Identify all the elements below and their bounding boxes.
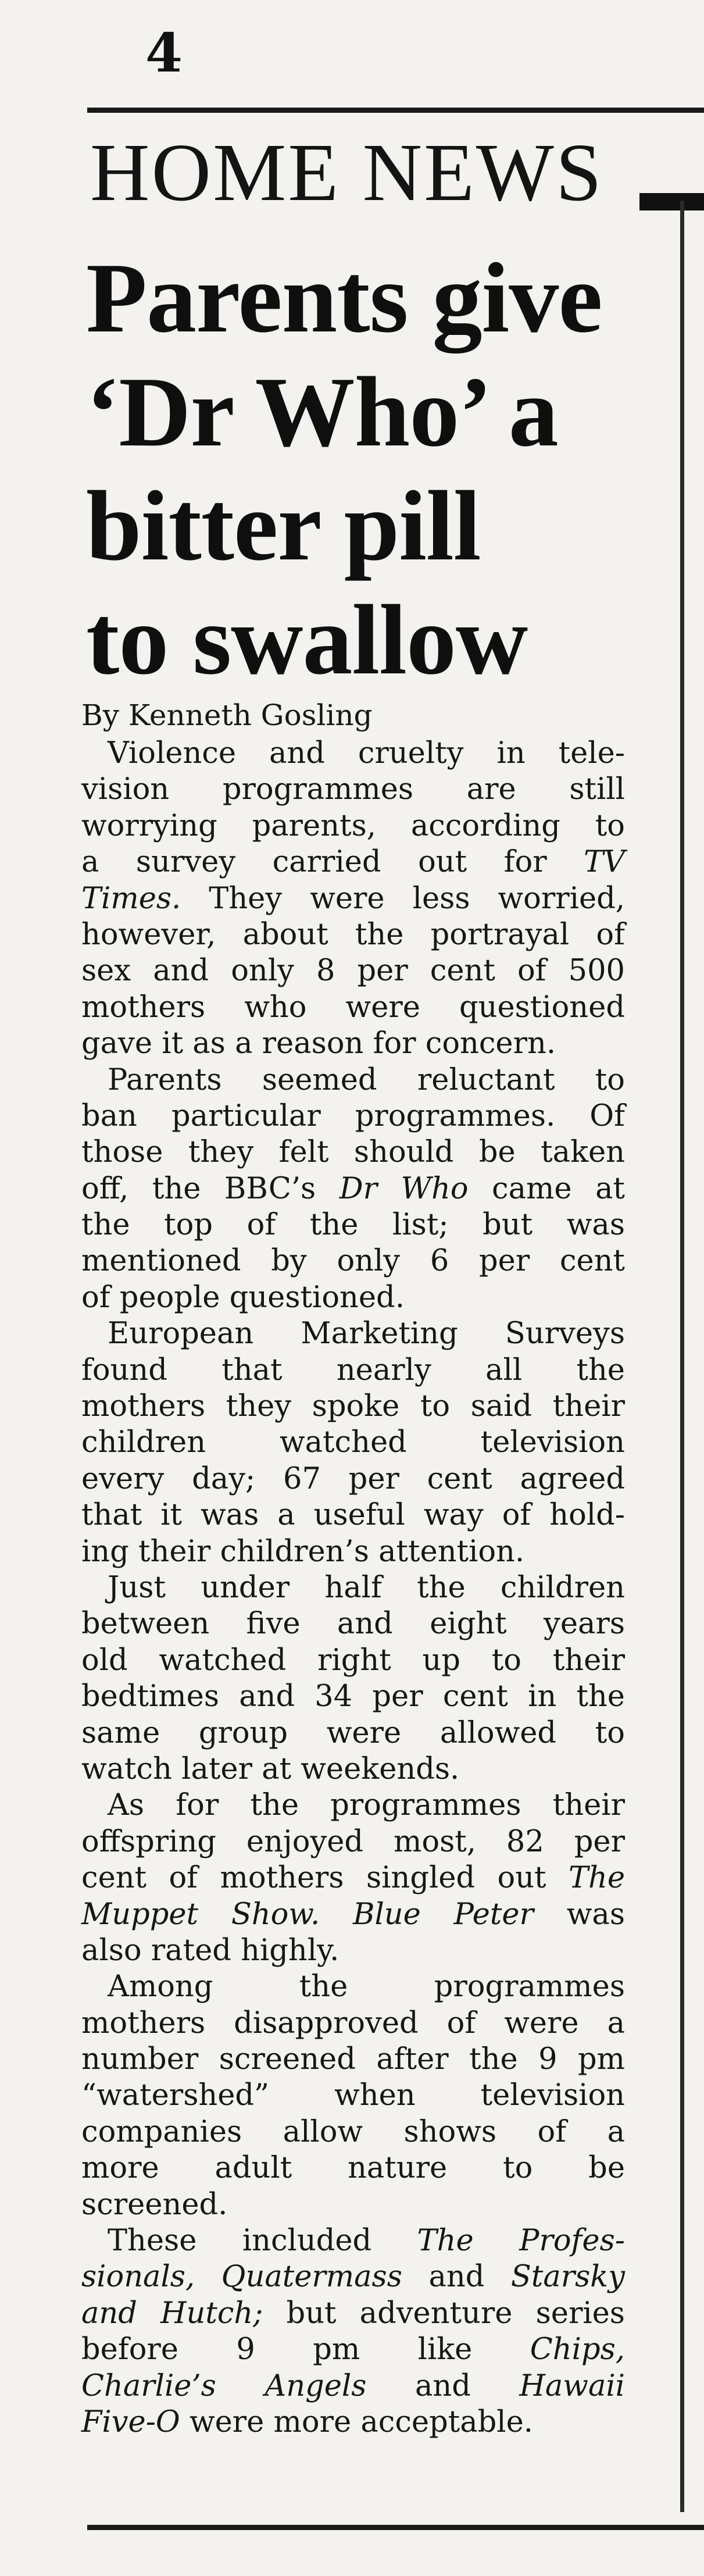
italic-title: Muppet Show. Blue Peter xyxy=(81,1897,534,1932)
text-run: old watched right up to their xyxy=(81,1643,625,1678)
article-line xyxy=(81,2259,625,2295)
text-run: more adult nature to be xyxy=(81,2151,625,2186)
text-run: ing their children’s attention. xyxy=(81,1534,525,1569)
headline-line: ‘Dr Who’ a xyxy=(86,357,558,468)
article-line xyxy=(81,1389,625,1425)
italic-title: Charlie’s Angels xyxy=(81,2368,367,2403)
text-run: were more acceptable. xyxy=(180,2404,534,2439)
article-line xyxy=(81,1026,625,1062)
article-line xyxy=(81,1969,625,2005)
text-run: and xyxy=(366,2368,520,2403)
article-line xyxy=(81,1171,625,1207)
section-bar xyxy=(639,193,704,210)
headline-line: to swallow xyxy=(86,585,528,695)
article-line xyxy=(81,2368,625,2404)
italic-title: The xyxy=(568,1861,625,1896)
article-line xyxy=(81,990,625,1026)
italic-title: Starsky xyxy=(510,2260,625,2295)
text-run: gave it as a reason for concern. xyxy=(81,1026,556,1061)
text-run: As for the programmes their xyxy=(108,1788,625,1823)
text-run: worrying parents, according to xyxy=(81,808,625,843)
article-line xyxy=(81,2187,625,2223)
article-line xyxy=(81,1243,625,1279)
article-line xyxy=(81,2006,625,2042)
article-line xyxy=(81,1715,625,1751)
text-run: however, about the portrayal of xyxy=(81,917,625,952)
text-run: off, the BBC’s xyxy=(81,1171,340,1206)
article-line xyxy=(81,1860,625,1896)
text-run: Parents seemed reluctant to xyxy=(108,1062,625,1097)
article-line xyxy=(81,1207,625,1243)
italic-title: Hawaii xyxy=(519,2368,625,2403)
italic-title: sionals, Quatermass xyxy=(81,2260,402,2295)
italic-title: Chips, xyxy=(530,2332,625,2367)
italic-title: Times. xyxy=(81,881,181,916)
text-run: These included xyxy=(108,2224,417,2259)
top-rule xyxy=(87,108,704,113)
text-run: between five and eight years xyxy=(81,1607,625,1642)
text-run: came at xyxy=(468,1171,626,1206)
article-line xyxy=(81,2078,625,2114)
article-line xyxy=(81,1933,625,1969)
article-line xyxy=(81,736,625,772)
italic-title: Dr Who xyxy=(339,1171,469,1206)
text-run: the top of the list; but was xyxy=(81,1208,625,1243)
text-run: found that nearly all the xyxy=(81,1353,625,1387)
text-run: every day; 67 per cent agreed xyxy=(81,1461,625,1496)
article-line xyxy=(81,1461,625,1497)
text-run: “watershed” when television xyxy=(81,2078,625,2113)
article-line xyxy=(81,1570,625,1606)
text-run: offspring enjoyed most, 82 per xyxy=(81,1824,625,1859)
article-line xyxy=(81,2223,625,2259)
text-run: and xyxy=(402,2260,511,2295)
text-run: watch later at weekends. xyxy=(81,1751,460,1786)
text-run: of people questioned. xyxy=(81,1280,405,1315)
text-run: that it was a useful way of hold- xyxy=(81,1498,625,1533)
text-run: They were less worried, xyxy=(181,881,625,916)
article-line xyxy=(81,917,625,953)
text-run: vision programmes are still xyxy=(81,772,625,807)
italic-title: The Profes- xyxy=(417,2224,625,2259)
article-line xyxy=(81,1787,625,1824)
article-line xyxy=(81,1280,625,1316)
article-line xyxy=(81,1062,625,1098)
article-line xyxy=(81,953,625,989)
article-line xyxy=(81,1751,625,1787)
article-line xyxy=(81,1353,625,1389)
article-line xyxy=(81,2042,625,2078)
bottom-rule xyxy=(87,2525,704,2530)
italic-title: and Hutch; xyxy=(81,2296,263,2331)
article-line xyxy=(81,1897,625,1933)
page-number: 4 xyxy=(145,22,183,84)
text-run: bedtimes and 34 per cent in the xyxy=(81,1679,625,1714)
article-line xyxy=(81,2332,625,2368)
article-line xyxy=(81,1643,625,1679)
text-run: mentioned by only 6 per cent xyxy=(81,1244,625,1279)
text-run: Just under half the children xyxy=(108,1570,625,1605)
article-line xyxy=(81,772,625,808)
article-line xyxy=(81,1534,625,1570)
text-run: sex and only 8 per cent of 500 xyxy=(81,954,625,989)
headline-line: bitter pill xyxy=(86,471,481,581)
text-run: was xyxy=(533,1897,625,1932)
article-line xyxy=(81,1425,625,1461)
text-run: also rated highly. xyxy=(81,1933,340,1968)
text-run: cent of mothers singled out xyxy=(81,1861,569,1896)
text-run: mothers disapproved of were a xyxy=(81,2006,625,2040)
text-run: but adventure series xyxy=(263,2296,625,2331)
text-run: number screened after the 9 pm xyxy=(81,2042,625,2077)
text-run: mothers who were questioned xyxy=(81,990,625,1025)
article-line xyxy=(81,2114,625,2150)
text-run: same group were allowed to xyxy=(81,1715,625,1750)
article-line xyxy=(81,1098,625,1134)
text-run: Among the programmes xyxy=(108,1970,625,2004)
article-line xyxy=(81,1679,625,1715)
text-run: mothers they spoke to said their xyxy=(81,1389,625,1424)
text-run: a survey carried out for xyxy=(81,845,584,880)
text-run: before 9 pm like xyxy=(81,2332,530,2367)
italic-title: Five-O xyxy=(81,2404,180,2439)
article-line xyxy=(81,1134,625,1171)
byline: By Kenneth Gosling xyxy=(81,698,373,732)
article-line xyxy=(81,1316,625,1352)
text-run: ban particular programmes. Of xyxy=(81,1098,625,1133)
article-line xyxy=(81,844,625,880)
article-line xyxy=(81,2404,625,2441)
column-rule xyxy=(680,201,684,2512)
text-run: those they felt should be taken xyxy=(81,1135,625,1170)
section-header: HOME NEWS xyxy=(90,126,603,218)
text-run: Violence and cruelty in tele- xyxy=(108,736,625,770)
article-line xyxy=(81,1497,625,1533)
headline-line: Parents give xyxy=(86,243,602,354)
article-line xyxy=(81,2150,625,2186)
article-line xyxy=(81,881,625,917)
article-body xyxy=(81,736,625,2441)
article-line xyxy=(81,808,625,844)
article-line xyxy=(81,2296,625,2332)
text-run: screened. xyxy=(81,2187,228,2222)
article-line xyxy=(81,1606,625,1642)
italic-title: TV xyxy=(584,845,625,880)
text-run: children watched television xyxy=(81,1425,625,1460)
article-line xyxy=(81,1824,625,1860)
text-run: European Marketing Surveys xyxy=(108,1316,625,1351)
headline xyxy=(86,241,673,697)
text-run: companies allow shows of a xyxy=(81,2114,625,2149)
